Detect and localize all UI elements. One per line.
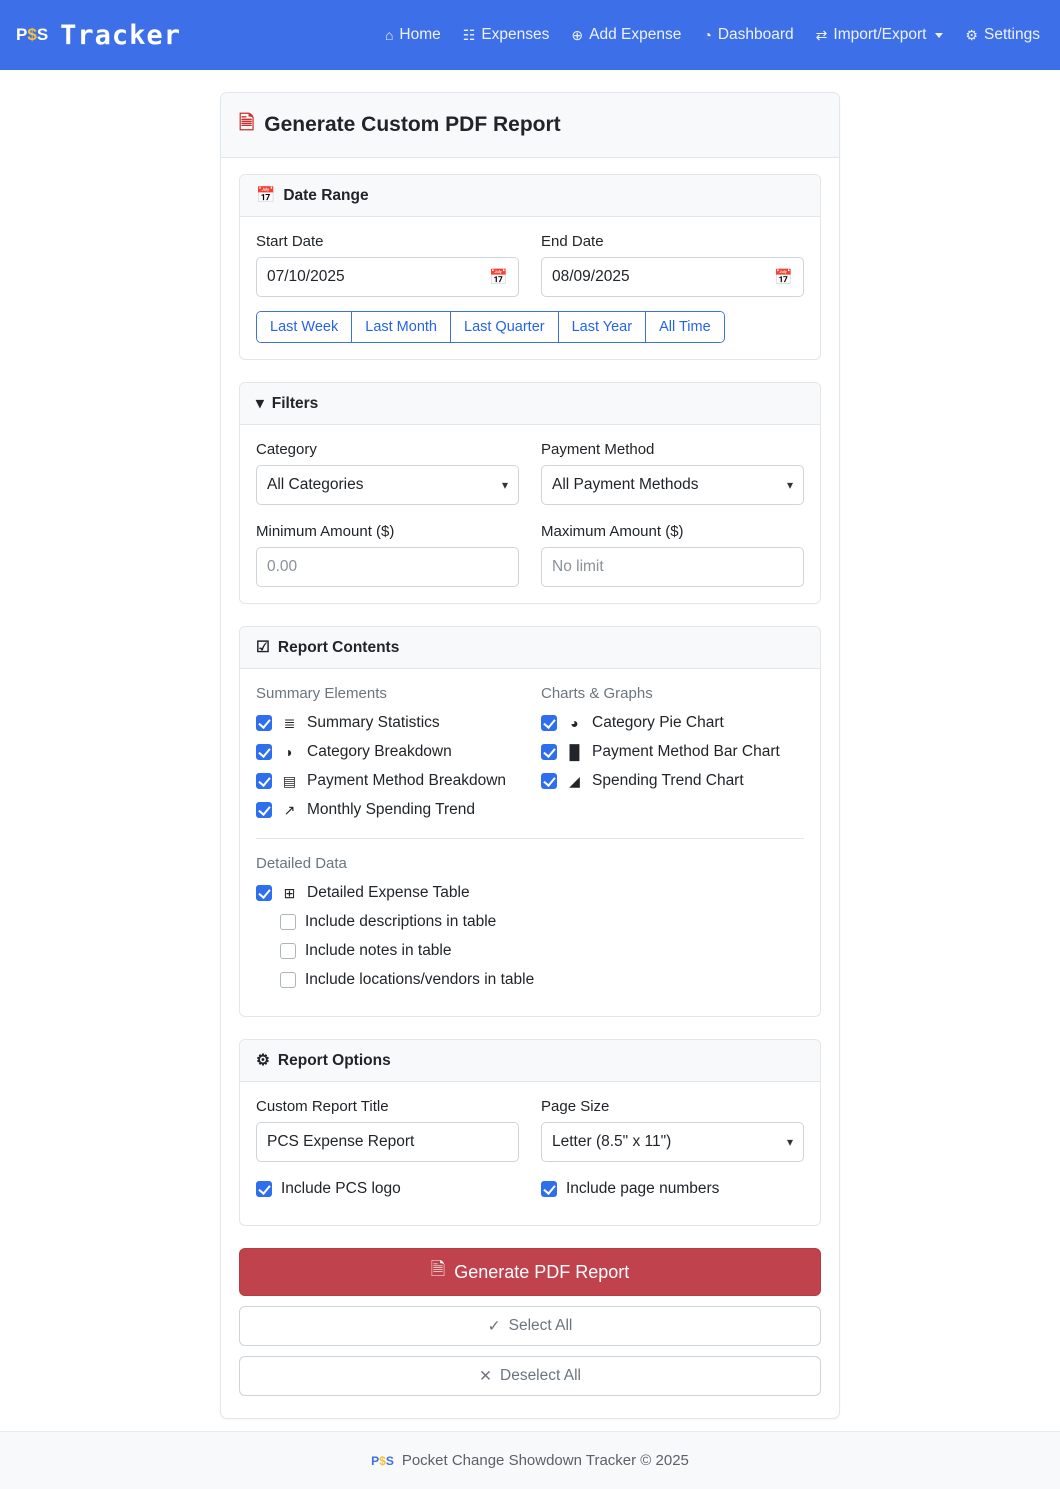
- bar-chart-icon: █: [569, 744, 580, 760]
- end-date-input[interactable]: [541, 257, 804, 297]
- chevron-down-icon: ▾: [501, 478, 508, 492]
- generate-pdf-report-button[interactable]: [239, 1248, 821, 1296]
- page-size-selected-value: Letter (8.5" x 11"): [552, 1133, 672, 1150]
- maximum-amount-label: Maximum Amount ($): [541, 523, 684, 540]
- list-icon: ☷: [462, 26, 476, 43]
- gear-icon: ⚙: [256, 1052, 270, 1069]
- checkbox-include-descriptions[interactable]: [280, 913, 804, 931]
- checkbox-indicator[interactable]: [541, 1181, 557, 1197]
- minimum-amount-label: Minimum Amount ($): [256, 523, 395, 540]
- quick-range-all-time[interactable]: All Time: [646, 312, 724, 342]
- nav-item-home[interactable]: [385, 26, 441, 44]
- start-date-value: 07/10/2025: [267, 268, 345, 285]
- footer-text: Pocket Change Showdown Tracker © 2025: [401, 1452, 689, 1469]
- category-selected-value: All Categories: [267, 476, 364, 493]
- checkbox-indicator[interactable]: [280, 914, 296, 930]
- quick-range-last-week[interactable]: Last Week: [257, 312, 352, 342]
- brand-name: Tracker: [60, 19, 181, 51]
- checkbox-detailed-expense-table[interactable]: [256, 884, 804, 902]
- checkbox-summary-statistics-label: Summary Statistics: [307, 714, 440, 731]
- nav-item-import-export-label: Import/Export: [833, 26, 927, 43]
- pie-chart-icon: ◕: [570, 715, 579, 731]
- page-size-select[interactable]: [541, 1122, 804, 1162]
- checkbox-category-breakdown-label: Category Breakdown: [307, 743, 452, 760]
- filters-heading: [240, 383, 820, 425]
- quick-range-last-quarter[interactable]: Last Quarter: [451, 312, 559, 342]
- end-date-label: End Date: [541, 233, 604, 250]
- deselect-all-label: Deselect All: [500, 1367, 581, 1384]
- checkbox-category-breakdown[interactable]: [256, 743, 519, 761]
- generate-pdf-report-label: Generate PDF Report: [454, 1261, 630, 1282]
- chevron-down-icon: ▾: [786, 478, 793, 492]
- checkbox-category-pie-chart-label: Category Pie Chart: [592, 714, 724, 731]
- report-options-heading-label: Report Options: [277, 1051, 391, 1069]
- custom-report-title-label: Custom Report Title: [256, 1098, 389, 1115]
- nav-item-dashboard-label: Dashboard: [717, 26, 794, 43]
- page-title: [221, 93, 839, 158]
- checkbox-indicator[interactable]: [256, 802, 272, 818]
- tag-icon: ◗: [285, 744, 294, 760]
- brand-logo-icon: P$S: [16, 25, 49, 44]
- start-date-input[interactable]: [256, 257, 519, 297]
- report-contents-heading: [240, 627, 820, 669]
- detailed-data-label: Detailed Data: [256, 855, 347, 872]
- date-range-heading: [240, 175, 820, 217]
- chevron-down-icon: ▾: [786, 1135, 793, 1149]
- pdf-file-icon: 🗎: [239, 113, 255, 134]
- quick-range-button-group: [256, 311, 725, 343]
- card-body: [221, 158, 839, 1418]
- report-contents-panel: [239, 626, 821, 1017]
- checkbox-indicator[interactable]: [256, 744, 272, 760]
- nav-item-settings-label: Settings: [983, 26, 1040, 43]
- checkbox-spending-trend-chart-label: Spending Trend Chart: [592, 772, 744, 789]
- nav-item-settings[interactable]: [965, 26, 1040, 44]
- nav-item-import-export[interactable]: [816, 26, 944, 44]
- nav-item-add-expense[interactable]: [571, 26, 681, 44]
- checkbox-payment-method-breakdown-label: Payment Method Breakdown: [307, 772, 507, 789]
- area-chart-icon: ◢: [569, 772, 580, 789]
- pdf-file-icon: 🗎: [430, 1259, 446, 1279]
- custom-report-title-input[interactable]: [256, 1122, 519, 1162]
- checkbox-square-icon: ☑: [256, 639, 270, 656]
- summary-elements-label: Summary Elements: [256, 685, 387, 702]
- filters-heading-label: Filters: [271, 394, 319, 412]
- charts-graphs-label: Charts & Graphs: [541, 685, 653, 702]
- minimum-amount-input[interactable]: [256, 547, 519, 587]
- top-navbar: [0, 0, 1060, 70]
- checkbox-monthly-spending-trend[interactable]: [256, 801, 519, 819]
- credit-card-icon: ▤: [282, 772, 297, 789]
- checkbox-include-pcs-logo-label: Include PCS logo: [281, 1180, 401, 1197]
- end-date-value: 08/09/2025: [552, 268, 630, 285]
- checkbox-indicator[interactable]: [256, 1181, 272, 1197]
- deselect-all-button[interactable]: [239, 1356, 821, 1396]
- page-size-label: Page Size: [541, 1098, 610, 1115]
- checkbox-indicator[interactable]: [256, 885, 272, 901]
- report-options-heading: [240, 1040, 820, 1082]
- home-icon: ⌂: [384, 27, 394, 43]
- page-title-text: Generate Custom PDF Report: [264, 113, 561, 136]
- checkbox-monthly-spending-trend-label: Monthly Spending Trend: [307, 801, 476, 818]
- checkbox-include-pcs-logo[interactable]: [256, 1180, 519, 1198]
- page-container: [0, 70, 1060, 1419]
- quick-range-last-year[interactable]: Last Year: [559, 312, 646, 342]
- nav-item-add-expense-label: Add Expense: [589, 26, 682, 43]
- nav-item-expenses[interactable]: [463, 26, 550, 44]
- payment-method-select[interactable]: [541, 465, 804, 505]
- select-all-label: Select All: [508, 1317, 573, 1334]
- line-chart-icon: ↗: [283, 801, 296, 818]
- maximum-amount-input[interactable]: [541, 547, 804, 587]
- exchange-icon: ⇄: [815, 26, 828, 43]
- checkbox-include-descriptions-label: Include descriptions in table: [305, 913, 497, 930]
- calendar-picker-icon[interactable]: 📅: [489, 269, 508, 286]
- select-all-button[interactable]: [239, 1306, 821, 1346]
- table-icon: ⊞: [283, 884, 296, 901]
- chevron-down-icon: [935, 33, 943, 38]
- nav-item-expenses-label: Expenses: [481, 26, 550, 43]
- checkbox-indicator[interactable]: [256, 715, 272, 731]
- checkbox-indicator[interactable]: [541, 744, 557, 760]
- pie-chart-icon: ◔: [703, 27, 712, 43]
- nav-item-dashboard[interactable]: [703, 26, 793, 44]
- gear-icon: ⚙: [965, 26, 978, 43]
- payment-method-selected-value: All Payment Methods: [552, 476, 699, 493]
- divider: [256, 838, 804, 839]
- checkbox-payment-method-bar-chart[interactable]: [541, 743, 804, 761]
- brand[interactable]: [16, 20, 181, 51]
- close-icon: ✕: [479, 1367, 492, 1385]
- funnel-icon: ▾: [256, 395, 264, 412]
- checkbox-indicator[interactable]: [541, 715, 557, 731]
- stats-icon: ≣: [283, 714, 296, 731]
- checkbox-summary-statistics[interactable]: [256, 714, 519, 732]
- checkbox-include-locations-label: Include locations/vendors in table: [305, 971, 535, 988]
- checkbox-include-page-numbers-label: Include page numbers: [566, 1180, 720, 1197]
- payment-method-label: Payment Method: [541, 441, 655, 458]
- brand-logo-icon: P$S: [371, 1453, 394, 1468]
- calendar-icon: 📅: [256, 187, 276, 204]
- checkbox-indicator[interactable]: [541, 773, 557, 789]
- checkbox-detailed-expense-table-label: Detailed Expense Table: [307, 884, 470, 901]
- maximum-amount-placeholder: No limit: [552, 558, 604, 575]
- report-contents-heading-label: Report Contents: [277, 638, 400, 656]
- page-footer: [0, 1431, 1060, 1489]
- custom-report-title-value: PCS Expense Report: [267, 1133, 415, 1150]
- quick-range-last-month[interactable]: Last Month: [352, 312, 451, 342]
- checkbox-include-notes-label: Include notes in table: [305, 942, 452, 959]
- checkbox-payment-method-bar-chart-label: Payment Method Bar Chart: [592, 743, 780, 760]
- nav-item-home-label: Home: [399, 26, 441, 43]
- calendar-picker-icon[interactable]: 📅: [774, 269, 793, 286]
- double-check-icon: ✓: [487, 1317, 501, 1335]
- plus-circle-icon: ⊕: [571, 26, 584, 43]
- checkbox-include-page-numbers[interactable]: [541, 1180, 804, 1198]
- checkbox-indicator[interactable]: [280, 943, 296, 959]
- filters-panel: [239, 382, 821, 604]
- checkbox-indicator[interactable]: [256, 773, 272, 789]
- minimum-amount-placeholder: 0.00: [267, 558, 298, 575]
- checkbox-category-pie-chart[interactable]: [541, 714, 804, 732]
- checkbox-payment-method-breakdown[interactable]: [256, 772, 519, 790]
- category-select[interactable]: [256, 465, 519, 505]
- date-range-heading-label: Date Range: [283, 186, 369, 204]
- date-range-panel: [239, 174, 821, 360]
- nav-links: [385, 26, 1040, 44]
- report-options-panel: [239, 1039, 821, 1226]
- checkbox-include-notes[interactable]: [280, 942, 804, 960]
- actions-group: [239, 1248, 821, 1396]
- start-date-label: Start Date: [256, 233, 324, 250]
- checkbox-indicator[interactable]: [280, 972, 296, 988]
- checkbox-include-locations[interactable]: [280, 971, 804, 989]
- report-builder-card: [220, 92, 840, 1419]
- category-label: Category: [256, 441, 317, 458]
- checkbox-spending-trend-chart[interactable]: [541, 772, 804, 790]
